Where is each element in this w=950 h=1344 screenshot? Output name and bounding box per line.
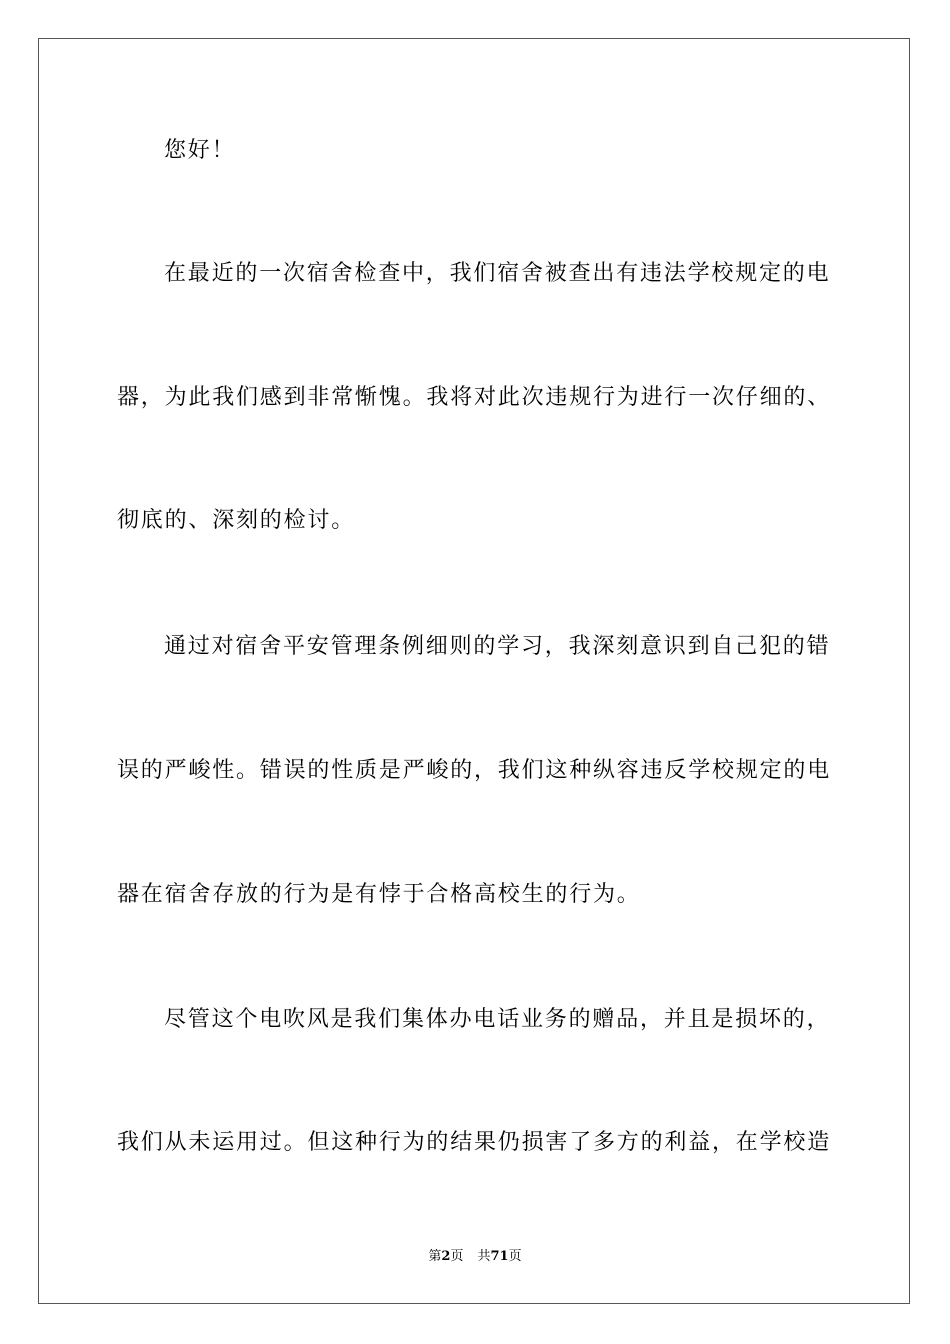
total-pages: 71: [490, 1249, 509, 1264]
greeting-line: 您好！: [164, 138, 236, 163]
page-footer: [0, 1248, 950, 1266]
paragraph-1-line-2: 器，为此我们感到非常惭愧。我将对此次违规行为进行一次仔细的、: [117, 385, 832, 410]
page-number: 2: [441, 1249, 451, 1264]
page-prefix: 第: [428, 1249, 442, 1264]
page-suffix: 页: [450, 1249, 464, 1264]
paragraph-2-line-3: 器在宿舍存放的行为是有悖于合格高校生的行为。: [117, 882, 641, 907]
paragraph-1-line-3: 彻底的、深刻的检讨。: [117, 508, 356, 533]
total-suffix: 页: [508, 1249, 522, 1264]
page-border: [38, 38, 910, 1304]
paragraph-3-line-1: 尽管这个电吹风是我们集体办电话业务的赠品，并且是损坏的，: [164, 1007, 831, 1032]
paragraph-3-line-2: 我们从未运用过。但这种行为的结果仍损害了多方的利益，在学校造: [117, 1130, 832, 1155]
total-prefix: 共: [477, 1249, 491, 1264]
paragraph-2-line-2: 误的严峻性。错误的性质是严峻的，我们这种纵容违反学校规定的电: [117, 758, 832, 783]
paragraph-2-line-1: 通过对宿舍平安管理条例细则的学习，我深刻意识到自己犯的错: [164, 634, 831, 659]
paragraph-1-line-1: 在最近的一次宿舍检查中，我们宿舍被查出有违法学校规定的电: [164, 261, 831, 286]
